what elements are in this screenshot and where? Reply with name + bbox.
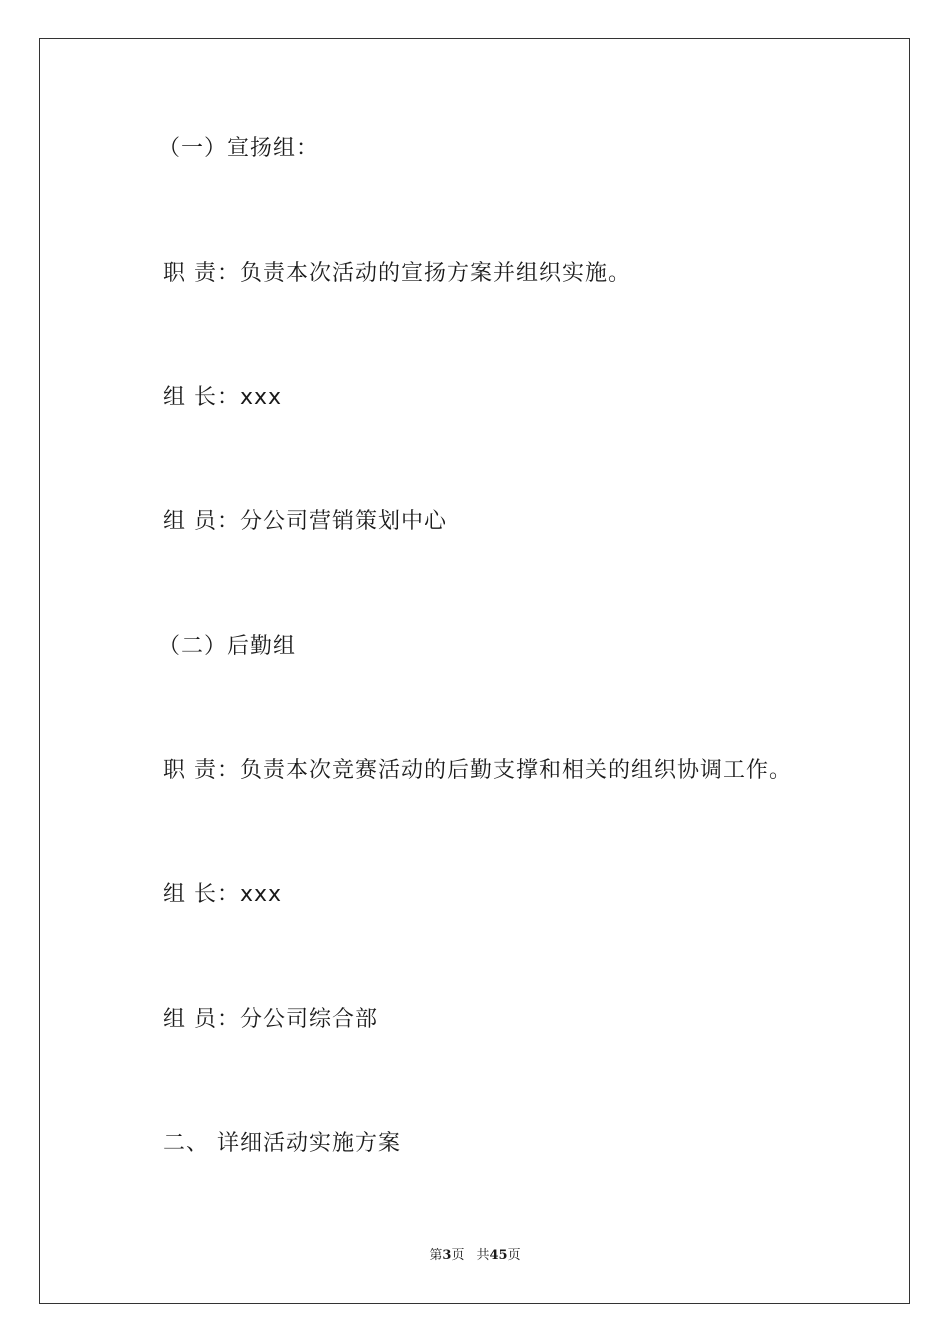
logistics-leader-line: 组 长：xxx [163,882,283,907]
page-border [39,38,910,1304]
footer-page-prefix: 第 [429,1248,443,1263]
footer-page-suffix: 页 [451,1248,465,1263]
logistics-members-line: 组 员：分公司综合部 [163,1007,378,1032]
publicity-duty-line: 职 责：负责本次活动的宣扬方案并组织实施。 [163,261,631,286]
publicity-leader-line: 组 长：xxx [163,385,283,410]
footer-total-suffix: 页 [507,1248,521,1263]
page-footer [0,1247,950,1265]
section-heading-logistics-group: （二）后勤组 [158,634,297,659]
publicity-members-line: 组 员：分公司营销策划中心 [163,509,447,534]
logistics-duty-line: 职 责：负责本次竞赛活动的后勤支撑和相关的组织协调工作。 [163,758,792,783]
section-heading-publicity-group: （一）宣扬组： [158,136,320,161]
footer-total-prefix: 共 [476,1248,490,1263]
footer-total-pages: 45 [489,1248,508,1263]
section-heading-implementation-plan: 二、 详细活动实施方案 [163,1131,401,1156]
footer-current-page: 3 [442,1248,452,1263]
